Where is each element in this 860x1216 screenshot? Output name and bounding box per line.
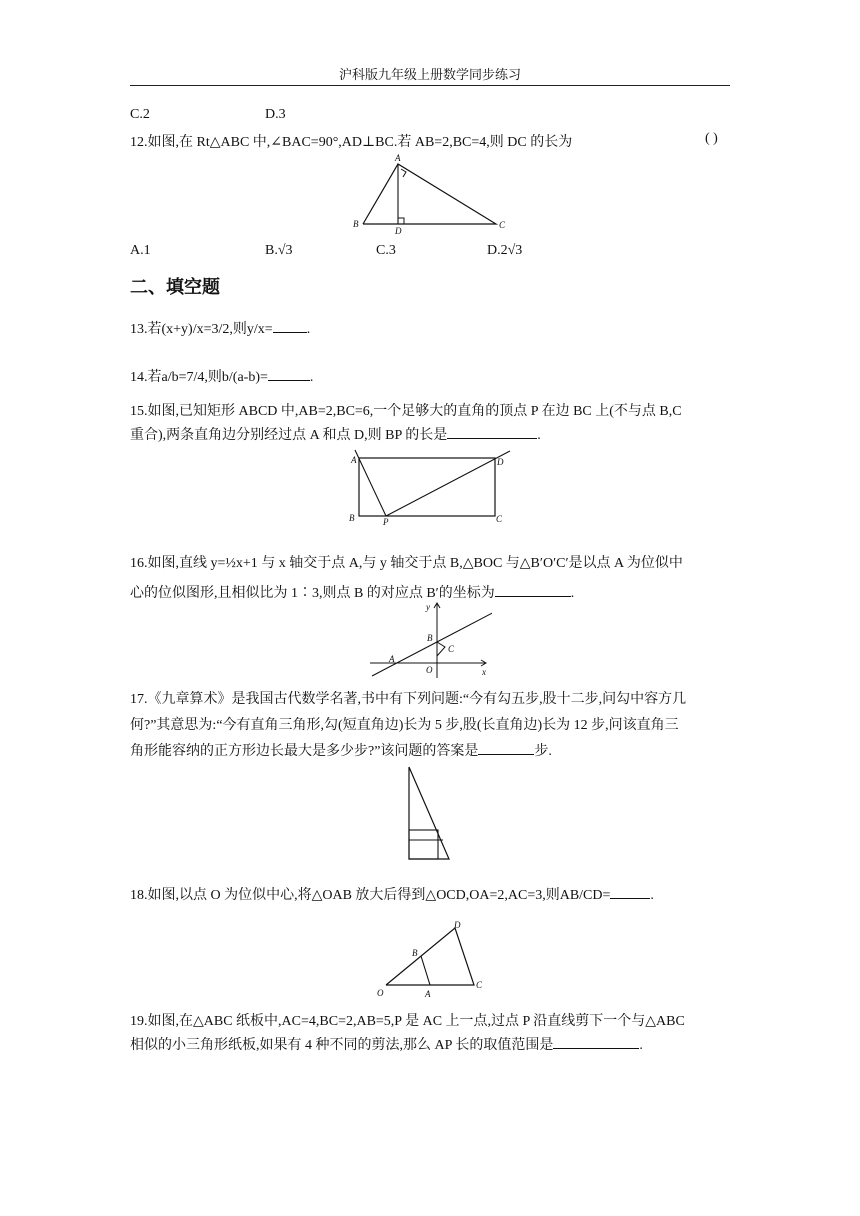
- q17-line2: 何?”其意思为:“今有直角三角形,勾(短直角边)长为 5 步,股(长直角边)长为 12 步,问该直角三: [130, 718, 679, 733]
- q15-label-d: D: [497, 457, 504, 467]
- q12-figure: [350, 150, 510, 235]
- q15-right-angle-side-a: [355, 450, 386, 516]
- q17-right-triangle: [409, 767, 449, 859]
- q15-label-c: C: [496, 514, 503, 524]
- q19-line2: 相似的小三角形纸板,如果有 4 种不同的剪法,那么 AP 长的取值范围是 .: [130, 1038, 643, 1053]
- q16-line2: 心的位似图形,且相似比为 1∶3,则点 B 的对应点 B′的坐标为 .: [130, 586, 575, 601]
- q16-label-y: y: [426, 602, 430, 612]
- q17-inscribed-square: [409, 830, 438, 859]
- q12-text: 如图,在 Rt△ABC 中,∠BAC=90°,AD⊥BC.若 AB=2,BC=4,则 DC 的长为: [147, 135, 573, 150]
- q12-number: 12.: [130, 135, 148, 150]
- q18-label-b: B: [412, 948, 418, 958]
- q12-triangle: [363, 164, 496, 224]
- q18-label-o: O: [377, 988, 384, 998]
- q15-label-p: P: [383, 517, 389, 527]
- q15-line2: 重合),两条直角边分别经过点 A 和点 D,则 BP 的长是 .: [130, 428, 541, 443]
- q15-label-a: A: [351, 455, 357, 465]
- q12-option-d: D.2√3: [487, 243, 523, 258]
- section-title: 二、填空题: [130, 277, 220, 297]
- q12-option-c: C.3: [376, 243, 396, 258]
- q14-line: 14.若a/b=7/4,则b/(a-b)= .: [130, 370, 314, 385]
- page-header: 沪科版九年级上册数学同步练习: [338, 67, 521, 82]
- q11-option-c: C.2: [130, 107, 150, 122]
- q17-line3-tail: 步.: [534, 744, 552, 759]
- q18-line: 18.如图,以点 O 为位似中心,将△OAB 放大后得到△OCD,OA=2,AC=3,则AB/CD= .: [130, 888, 654, 903]
- q15-right-angle-side-d: [386, 451, 510, 516]
- q18-answer-blank: [610, 886, 650, 899]
- q12-right-angle-a: [401, 169, 406, 177]
- q16-label-o: O: [426, 665, 433, 675]
- q17-line1: 17.《九章算术》是我国古代数学名著,书中有下列问题:“今有勾五步,股十二步,问勾中容方几: [130, 692, 687, 707]
- q17-answer-blank: [478, 742, 534, 755]
- q17-line3: [130, 740, 552, 760]
- q15-line2-text: 重合),两条直角边分别经过点 A 和点 D,则 BP 的长是: [130, 428, 448, 443]
- q19-line1: 19.如图,在△ABC 纸板中,AC=4,BC=2,AB=5,P 是 AC 上一点,过点 P 沿直线剪下一个与△ABC: [130, 1014, 685, 1029]
- header-rule: [130, 85, 730, 86]
- q18-label-d: D: [454, 920, 461, 930]
- q12-answer-bracket: ( ): [705, 131, 718, 146]
- q12-stem: [130, 131, 572, 151]
- q18-text: 18.如图,以点 O 为位似中心,将△OAB 放大后得到△OCD,OA=2,AC=3,则AB/CD=: [130, 888, 611, 903]
- q18-segment-ab: [421, 956, 430, 985]
- q15-figure: [345, 448, 515, 528]
- q13-text: 13.若(x+y)/x=3/2,则y/x=: [130, 322, 273, 337]
- q13-answer-blank: [273, 320, 307, 333]
- q18-label-c: C: [476, 980, 483, 990]
- q18-label-a: A: [425, 989, 431, 999]
- q16-answer-blank: [495, 584, 571, 597]
- q12-label-d: D: [395, 226, 402, 235]
- q18-figure: [372, 918, 492, 1000]
- q16-label-b: B: [427, 633, 433, 643]
- q16-label-a: A: [389, 654, 395, 664]
- q12-label-b: B: [353, 219, 359, 229]
- q19-line2-text: 相似的小三角形纸板,如果有 4 种不同的剪法,那么 AP 长的取值范围是: [130, 1038, 554, 1053]
- q15-rectangle: [359, 458, 495, 516]
- q17-line3-text: 角形能容纳的正方形边长最大是多少步?”该问题的答案是: [130, 744, 479, 759]
- q18-triangle-ocd: [386, 928, 474, 985]
- q11-option-d: D.3: [265, 107, 286, 122]
- q14-text: 14.若a/b=7/4,则b/(a-b)=: [130, 370, 268, 385]
- q12-label-a: A: [395, 153, 401, 163]
- q14-answer-blank: [268, 368, 310, 381]
- q16-label-x: x: [482, 667, 486, 677]
- q12-option-a: A.1: [130, 243, 151, 258]
- q19-answer-blank: [553, 1036, 639, 1049]
- q12-label-c: C: [499, 220, 506, 230]
- q12-right-angle-d: [398, 218, 404, 224]
- q12-option-b: B.√3: [265, 243, 293, 258]
- q16-line1: 16.如图,直线 y=½x+1 与 x 轴交于点 A,与 y 轴交于点 B,△BOC 与△B′O′C′是以点 A 为位似中: [130, 556, 683, 571]
- q16-label-c: C: [448, 644, 455, 654]
- q15-line1: 15.如图,已知矩形 ABCD 中,AB=2,BC=6,一个足够大的直角的顶点 P 在边 BC 上(不与点 B,C: [130, 404, 682, 419]
- q16-line2-text: 心的位似图形,且相似比为 1∶3,则点 B 的对应点 B′的坐标为: [130, 586, 495, 601]
- q15-label-b: B: [349, 513, 355, 523]
- q17-figure: [400, 762, 460, 864]
- q15-answer-blank: [447, 426, 537, 439]
- q13-line: 13.若(x+y)/x=3/2,则y/x= .: [130, 322, 311, 337]
- q16-triangle-boc: [437, 642, 445, 656]
- q16-figure: [362, 598, 492, 680]
